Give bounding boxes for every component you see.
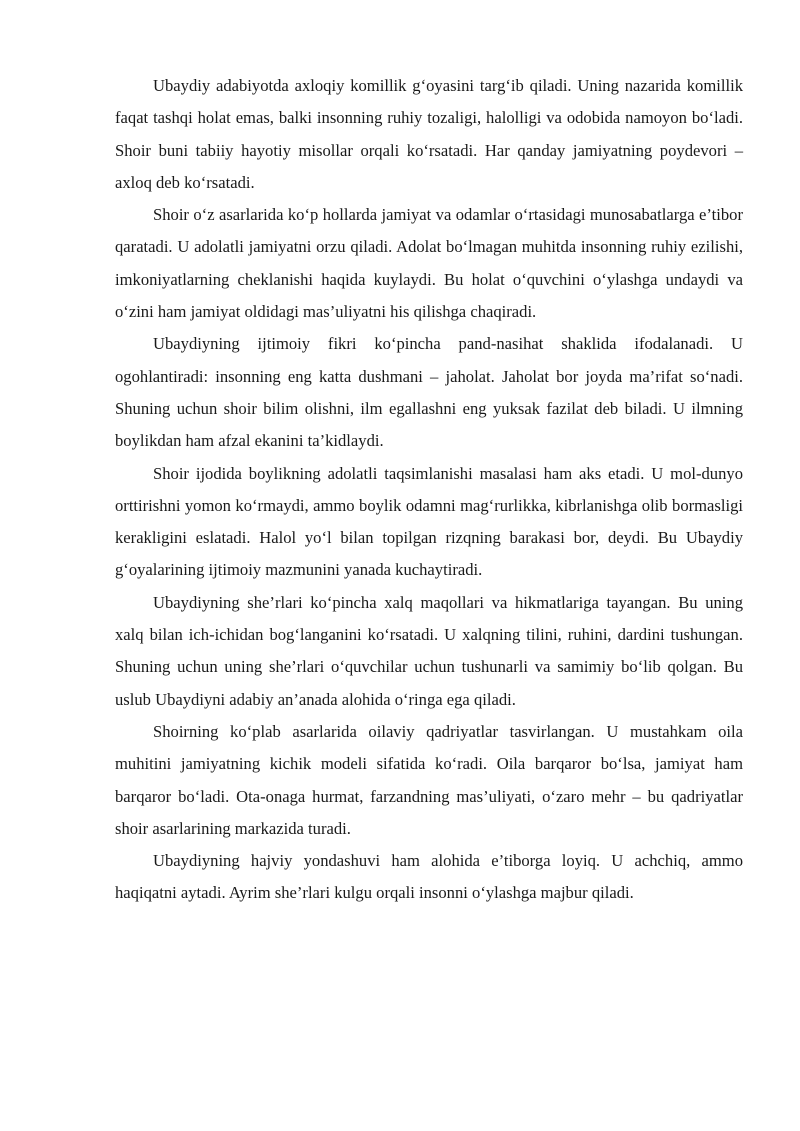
paragraph-4: Shoir ijodida boylikning adolatli taqsimlanishi masalasi ham aks etadi. U mol-dunyo orttirishni yomon ko‘rmaydi, ammo boylik odamni mag‘rurlikka, kibrlanishga olib bormasligi kerakligini eslatadi. Halol yo‘l bilan topilgan rizqning barakasi bor, deydi. Bu Ubaydiy g‘oyalarining ijtimoiy mazmunini yanada kuchaytiradi.	[115, 463, 743, 580]
paragraph-7: Ubaydiyning hajviy yondashuvi ham alohida e’tiborga loyiq. U achchiq, ammo haqiqatni aytadi. Ayrim she’rlari kulgu orqali insonni o‘ylashga majbur qiladi.	[115, 851, 743, 903]
document-body	[115, 70, 743, 910]
paragraph-1: Ubaydiy adabiyotda axloqiy komillik g‘oyasini targ‘ib qiladi. Uning nazarida komillik faqat tashqi holat emas, balki insonning ruhiy tozaligi, halolligi va odobida namoyon bo‘ladi. Shoir buni tabiiy hayotiy misollar orqali ko‘rsatadi. Har qanday jamiyatning poydevori – axloq deb ko‘rsatadi.	[115, 76, 743, 192]
paragraph-3: Ubaydiyning ijtimoiy fikri ko‘pincha pand-nasihat shaklida ifodalanadi. U ogohlantiradi: insonning eng katta dushmani – jaholat. Jaholat bor joyda ma’rifat so‘nadi. Shuning uchun shoir bilim olishni, ilm egallashni eng yuksak fazilat deb biladi. U ilmning boylikdan ham afzal ekanini ta’kidlaydi.	[115, 334, 743, 451]
paragraph-6: Shoirning ko‘plab asarlarida oilaviy qadriyatlar tasvirlangan. U mustahkam oila muhitini jamiyatning kichik modeli sifatida ko‘radi. Oila barqaror bo‘lsa, jamiyat ham barqaror bo‘ladi. Ota-onaga hurmat, farzandning mas’uliyati, o‘zaro mehr – bu qadriyatlar shoir asarlarining markazida turadi.	[115, 721, 743, 838]
paragraph-5: Ubaydiyning she’rlari ko‘pincha xalq maqollari va hikmatlariga tayangan. Bu uning xalq bilan ich-ichidan bog‘langanini ko‘rsatadi. U xalqning tilini, ruhini, dardini tushungan. Shuning uchun uning she’rlari o‘quvchilar uchun tushunarli va samimiy bo‘lib qolgan. Bu uslub Ubaydiyni adabiy an’anada alohida o‘ringa ega qiladi.	[115, 592, 743, 709]
paragraph-2: Shoir o‘z asarlarida ko‘p hollarda jamiyat va odamlar o‘rtasidagi munosabatlarga e’tibor qaratadi. U adolatli jamiyatni orzu qiladi. Adolat bo‘lmagan muhitda insonning ruhiy ezilishi, imkoniyatlarning cheklanishi haqida kuylaydi. Bu holat o‘quvchini o‘ylashga undaydi va o‘zini ham jamiyat oldidagi mas’uliyatni his qilishga chaqiradi.	[115, 205, 743, 322]
